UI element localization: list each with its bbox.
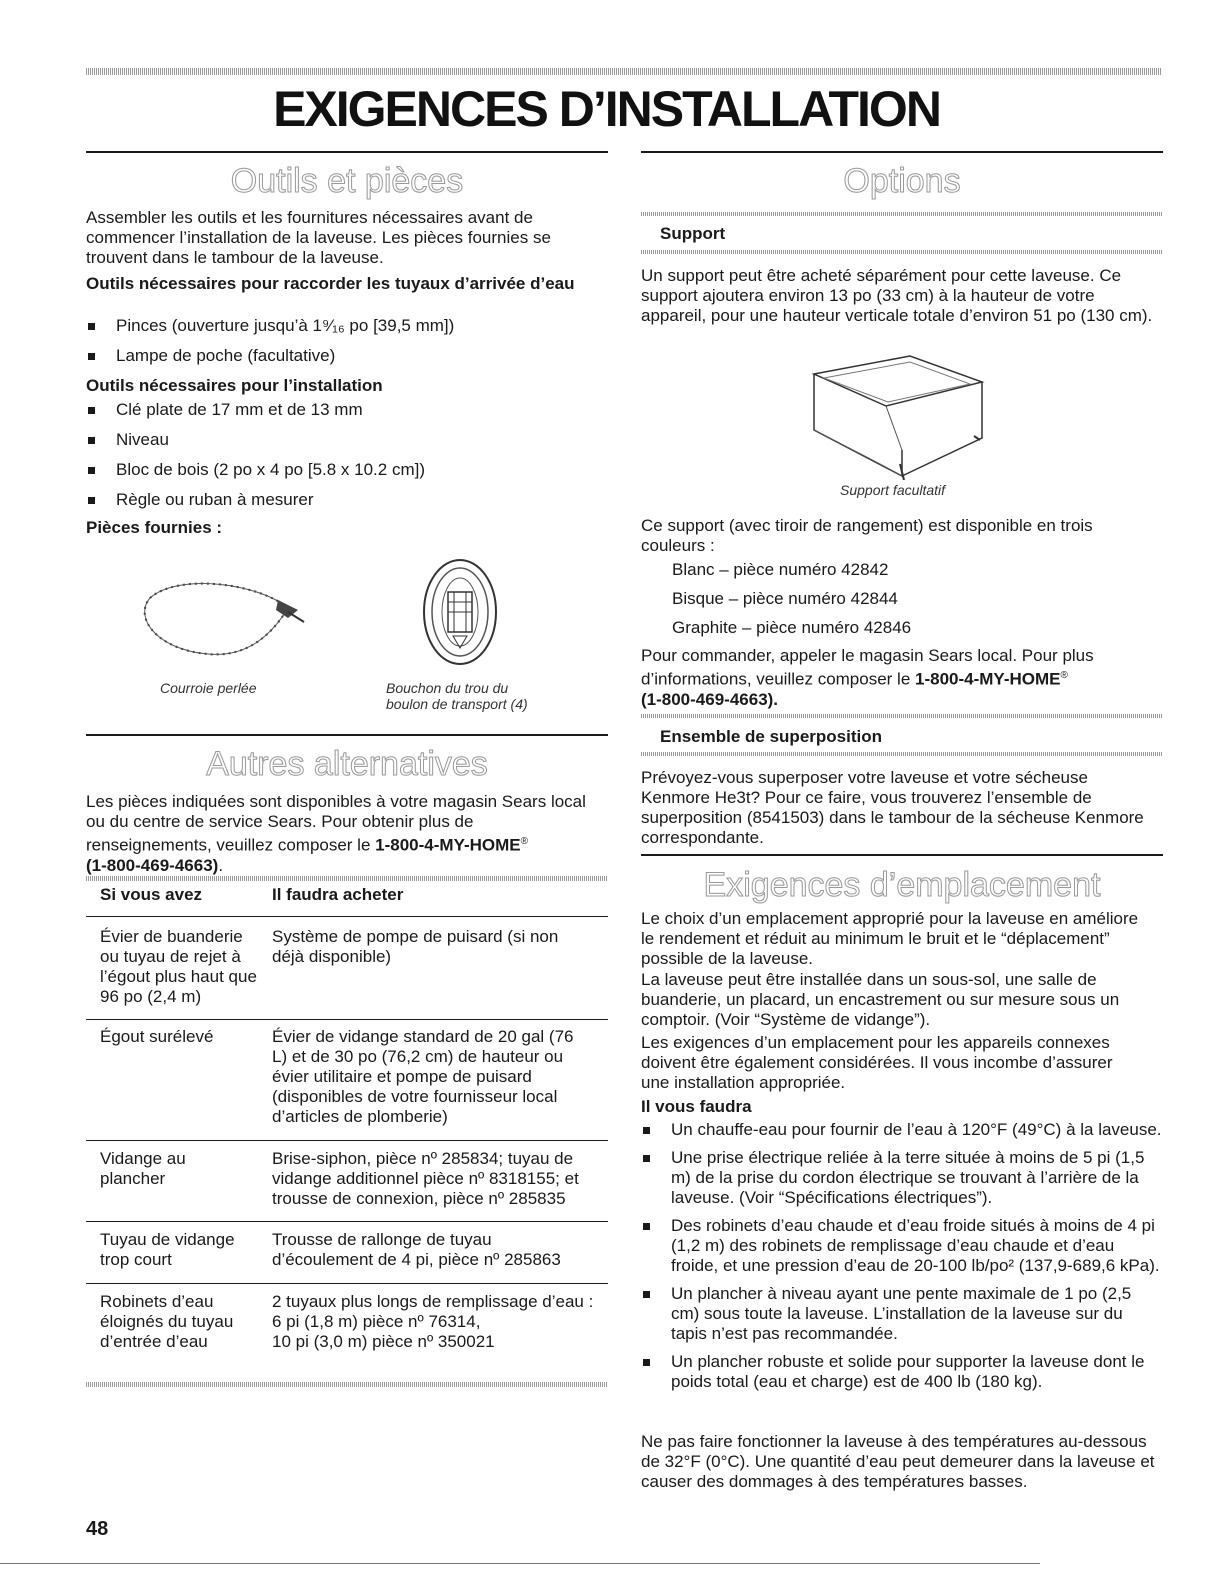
list-item: Des robinets d’eau chaude et d’eau froide situés à moins de 4 pi (1,2 m) des robinets de remplissage d’eau chaude et d’eau froide, et une pression d’eau de 20-100 lb/po² (137,9-689,6 kPa).: [641, 1216, 1163, 1276]
section-rule: [641, 151, 1163, 153]
table-cell-a: Égout surélevé: [100, 1027, 214, 1046]
table-cell-b: Évier de vidange standard de 20 gal (76 L) et de 30 po (76,2 cm) de hauteur ou évier utilitaire et pompe de puisard (disponibles de votre fournisseur local d’articles de plomberie): [272, 1027, 574, 1126]
table-rule: [86, 1283, 608, 1284]
stack-kit-heading: Ensemble de superposition: [660, 727, 882, 746]
color-option-graphite: Graphite – pièce numéro 42846: [672, 618, 912, 637]
list-item: Règle ou ruban à mesurer: [86, 490, 606, 510]
emplacement-p4: Ne pas faire fonctionner la laveuse à des températures au-dessous de 32°F (0°C). Une quantité d’eau peut demeurer dans la laveuse et causer des dommages à des températures basses.: [641, 1432, 1155, 1491]
period: .: [218, 855, 224, 875]
table-cell-b: Brise-siphon, pièce nº 285834; tuyau de vidange additionnel pièce nº 8318155; et trousse de connexion, pièce nº 285835: [272, 1149, 579, 1208]
order-text-body: Pour commander, appeler le magasin Sears local. Pour plus d’informations, veuillez composer le: [641, 646, 1094, 689]
beaded-strap-illustration: [138, 578, 308, 670]
list-item: Un chauffe-eau pour fournir de l’eau à 120°F (49°C) à la laveuse.: [641, 1120, 1163, 1140]
section-heading-emplacement: Exigences d’emplacement: [703, 866, 1101, 904]
page-number: 48: [86, 1518, 109, 1540]
caption-support: Support facultatif: [840, 482, 946, 498]
list-item: Un plancher robuste et solide pour supporter la laveuse dont le poids total (eau et charge) est de 400 lb (180 kg).: [641, 1352, 1163, 1392]
table-cell-b: Trousse de rallonge de tuyau d’écoulement de 4 pi, pièce nº 285863: [272, 1230, 561, 1269]
phone-number: (1-800-469-4663).: [641, 689, 779, 709]
emplacement-p1: Le choix d’un emplacement approprié pour la laveuse en améliore le rendement et réduit au minimum le bruit et le “déplacement” possible de la laveuse.: [641, 909, 1139, 968]
section-heading-autres: Autres alternatives: [206, 745, 488, 783]
list-item: Un plancher à niveau ayant une pente maximale de 1 po (2,5 cm) sous toute la laveuse. L’installation de la laveuse sur du tapis n’est pas recommandée.: [641, 1284, 1163, 1344]
section-heading-options: Options: [843, 162, 961, 200]
subsection-dither: [641, 212, 1163, 216]
subsection-dither: [641, 714, 1163, 718]
header-dither-bar: [86, 68, 1162, 75]
list-item: Clé plate de 17 mm et de 13 mm: [86, 400, 606, 420]
table-bottom-dither: [86, 1382, 608, 1387]
emplacement-p2: La laveuse peut être installée dans un sous-sol, une salle de buanderie, un placard, un encastrement ou sur mesure sous un comptoir. (Voir “Système de vidange”).: [641, 970, 1120, 1029]
support-text: Un support peut être acheté séparément pour cette laveuse. Ce support ajoutera environ 13 po (33 cm) à la hauteur de votre appareil, pour une hauteur verticale totale d’environ 51 po (130 cm).: [641, 266, 1153, 325]
outils-list-tuyaux: [86, 316, 606, 366]
outils-list-installation: [86, 400, 606, 510]
subsection-dither: [641, 752, 1163, 756]
footer-rule: [0, 1563, 1040, 1564]
outils-subheading-installation: Outils nécessaires pour l’installation: [86, 376, 383, 395]
shipping-bolt-plug-illustration: [420, 556, 500, 668]
table-cell-a: Tuyau de vidange trop court: [100, 1230, 235, 1269]
table-cell-a: Robinets d’eau éloignés du tuyau d’entrée d’eau: [100, 1292, 234, 1351]
outils-intro: Assembler les outils et les fournitures nécessaires avant de commencer l’installation de la laveuse. Les pièces fournies se trouvent dans le tambour de la laveuse.: [86, 208, 551, 267]
table-rule: [86, 1221, 608, 1222]
phone-myhome: 1-800-4-MY-HOME: [915, 669, 1061, 689]
table-rule: [86, 916, 608, 917]
color-option-bisque: Bisque – pièce numéro 42844: [672, 589, 898, 608]
table-header-il-faudra: Il faudra acheter: [272, 885, 404, 904]
color-option-blanc: Blanc – pièce numéro 42842: [672, 560, 889, 579]
table-top-dither: [86, 876, 608, 881]
outils-subheading-pieces: Pièces fournies :: [86, 518, 223, 537]
table-rule: [86, 1140, 608, 1141]
section-rule: [641, 854, 1163, 856]
phone-myhome: 1-800-4-MY-HOME: [375, 835, 521, 855]
list-item: Bloc de bois (2 po x 4 po [5.8 x 10.2 cm]): [86, 460, 606, 480]
stack-kit-text: Prévoyez-vous superposer votre laveuse et votre sécheuse Kenmore He3t? Pour ce faire, vous trouverez l’ensemble de superposition (8541503) dans le tambour de la sécheuse Kenmore correspondante.: [641, 768, 1144, 847]
section-rule: [86, 151, 608, 153]
autres-intro: [86, 792, 596, 876]
registered-mark: ®: [1060, 670, 1068, 681]
list-item: Une prise électrique reliée à la terre située à moins de 5 pi (1,5 m) de la prise du cordon électrique se trouvant à l’arrière de la laveuse. (Voir “Spécifications électriques”).: [641, 1148, 1163, 1208]
caption-courroie: Courroie perlée: [160, 680, 257, 696]
section-heading-outils: Outils et pièces: [230, 162, 464, 200]
phone-number: (1-800-469-4663): [86, 855, 219, 875]
list-item: Pinces (ouverture jusqu’à 1⁹⁄₁₆ po [39,5 mm]): [86, 316, 606, 336]
list-item: Niveau: [86, 430, 606, 450]
caption-bouchon-1: Bouchon du trou du: [386, 680, 509, 696]
list-item: Lampe de poche (facultative): [86, 346, 606, 366]
table-cell-a: Vidange au plancher: [100, 1149, 186, 1188]
autres-intro-text: Les pièces indiquées sont disponibles à votre magasin Sears local ou du centre de service Sears. Pour obtenir plus de renseignements, veuillez composer le: [86, 792, 586, 855]
support-heading: Support: [660, 224, 726, 243]
subsection-dither: [641, 250, 1163, 254]
table-rule: [86, 1019, 608, 1020]
registered-mark: ®: [520, 836, 529, 847]
table-cell-a: Évier de buanderie ou tuyau de rejet à l’égout plus haut que 96 po (2,4 m): [100, 927, 257, 1006]
pedestal-illustration: [810, 354, 986, 480]
section-rule: [86, 734, 608, 736]
need-heading: Il vous faudra: [641, 1097, 752, 1116]
caption-bouchon-2: boulon de transport (4): [386, 696, 528, 712]
colors-text: Ce support (avec tiroir de rangement) est disponible en trois couleurs :: [641, 516, 1093, 555]
emplacement-p3: Les exigences d’un emplacement pour les appareils connexes doivent être également considérées. Il vous incombe d’assurer une installation appropriée.: [641, 1033, 1113, 1092]
table-cell-b: 2 tuyaux plus longs de remplissage d’eau : 6 pi (1,8 m) pièce nº 76314, 10 pi (3,0 m) pièce nº 350021: [272, 1292, 594, 1351]
page-title: EXIGENCES D’INSTALLATION: [273, 81, 940, 137]
outils-subheading-tuyaux: Outils nécessaires pour raccorder les tuyaux d’arrivée d’eau: [86, 274, 575, 293]
order-text: [641, 646, 1161, 710]
table-cell-b: Système de pompe de puisard (si non déjà disponible): [272, 927, 559, 966]
table-header-si-vous-avez: Si vous avez: [100, 885, 203, 904]
needs-list: [641, 1120, 1163, 1392]
